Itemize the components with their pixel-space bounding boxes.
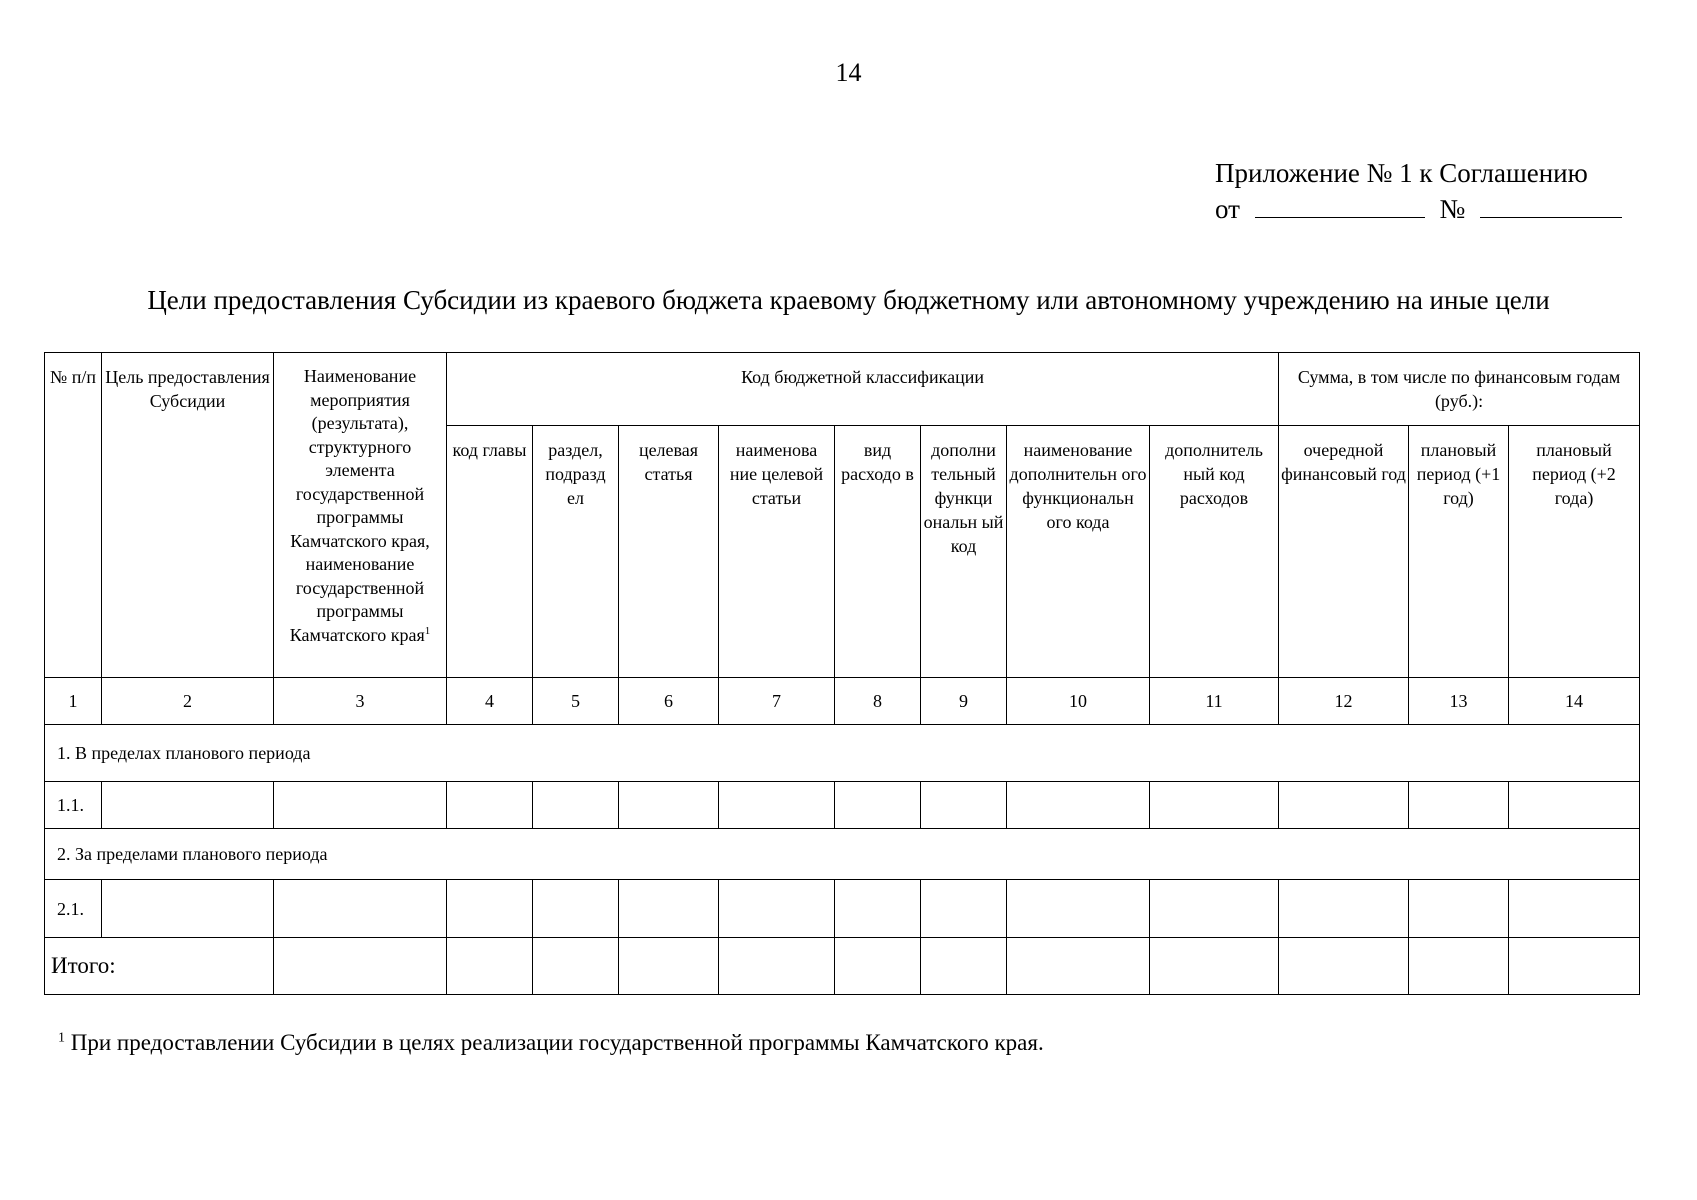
table-cell[interactable] bbox=[533, 782, 619, 829]
total-label: Итого: bbox=[45, 938, 274, 995]
header-col-12: очередной финансовый год bbox=[1279, 426, 1409, 678]
colnum-3: 3 bbox=[274, 678, 447, 725]
page-number: 14 bbox=[835, 58, 862, 87]
colnum-7: 7 bbox=[719, 678, 835, 725]
date-blank bbox=[1255, 195, 1425, 218]
table-cell[interactable] bbox=[1150, 938, 1279, 995]
header-col-14: плановый период (+2 года) bbox=[1509, 426, 1640, 678]
appendix-title: Приложение № 1 к Соглашению bbox=[1215, 158, 1588, 188]
header-col-4: код главы bbox=[447, 426, 533, 678]
colnum-1: 1 bbox=[45, 678, 102, 725]
column-numbers-row bbox=[45, 678, 1640, 725]
table-cell[interactable] bbox=[921, 938, 1007, 995]
total-row bbox=[45, 938, 1640, 995]
table-cell[interactable] bbox=[533, 880, 619, 938]
table-cell[interactable] bbox=[274, 938, 447, 995]
colnum-13: 13 bbox=[1409, 678, 1509, 725]
number-blank bbox=[1480, 195, 1622, 218]
subsidy-goals-table bbox=[44, 352, 1640, 995]
colnum-11: 11 bbox=[1150, 678, 1279, 725]
section-row-2 bbox=[45, 829, 1640, 880]
header-budget-code-group: Код бюджетной классификации bbox=[447, 353, 1279, 426]
table-cell[interactable] bbox=[921, 782, 1007, 829]
section-row-1 bbox=[45, 725, 1640, 782]
colnum-10: 10 bbox=[1007, 678, 1150, 725]
table-cell[interactable] bbox=[835, 938, 921, 995]
colnum-4: 4 bbox=[447, 678, 533, 725]
header-col-11: дополнитель ный код расходов bbox=[1150, 426, 1279, 678]
header-num: № п/п bbox=[45, 353, 102, 678]
table-cell[interactable] bbox=[1409, 938, 1509, 995]
table-cell[interactable] bbox=[619, 938, 719, 995]
number-label: № bbox=[1439, 194, 1466, 224]
row-number-1-1: 1.1. bbox=[45, 782, 102, 829]
table-cell[interactable] bbox=[619, 782, 719, 829]
table-cell[interactable] bbox=[1409, 880, 1509, 938]
colnum-12: 12 bbox=[1279, 678, 1409, 725]
colnum-14: 14 bbox=[1509, 678, 1640, 725]
table-cell[interactable] bbox=[447, 938, 533, 995]
table-cell[interactable] bbox=[274, 782, 447, 829]
section-label-1: 1. В пределах планового периода bbox=[45, 725, 1640, 782]
table-cell[interactable] bbox=[1007, 782, 1150, 829]
header-col-7: наименова ние целевой статьи bbox=[719, 426, 835, 678]
table-cell[interactable] bbox=[1007, 880, 1150, 938]
table-cell[interactable] bbox=[719, 782, 835, 829]
table-cell[interactable] bbox=[719, 938, 835, 995]
table-cell[interactable] bbox=[447, 782, 533, 829]
table-cell[interactable] bbox=[835, 782, 921, 829]
table-cell[interactable] bbox=[619, 880, 719, 938]
appendix-date-number-line bbox=[1215, 191, 1622, 227]
header-goal: Цель предоставления Субсидии bbox=[102, 353, 274, 678]
header-event-text: Наименование мероприятия (результата), структурного элемента государственной программы Камчатского края, наименование государственной программы Камчатского края bbox=[289, 366, 430, 645]
header-col-8: вид расходо в bbox=[835, 426, 921, 678]
header-col-6: целевая статья bbox=[619, 426, 719, 678]
table-cell[interactable] bbox=[1509, 782, 1640, 829]
table-cell[interactable] bbox=[1409, 782, 1509, 829]
table-cell[interactable] bbox=[1279, 938, 1409, 995]
table-cell[interactable] bbox=[533, 938, 619, 995]
header-row-1 bbox=[45, 353, 1640, 426]
appendix-block bbox=[1215, 155, 1622, 227]
table-cell[interactable] bbox=[1279, 880, 1409, 938]
row-number-2-1: 2.1. bbox=[45, 880, 102, 938]
section-label-2: 2. За пределами планового периода bbox=[45, 829, 1640, 880]
header-event bbox=[274, 353, 447, 678]
footnote-text: При предоставлении Субсидии в целях реализации государственной программы Камчатского края. bbox=[70, 1030, 1044, 1055]
colnum-6: 6 bbox=[619, 678, 719, 725]
table-cell[interactable] bbox=[1007, 938, 1150, 995]
table-cell[interactable] bbox=[835, 880, 921, 938]
table-cell[interactable] bbox=[719, 880, 835, 938]
colnum-9: 9 bbox=[921, 678, 1007, 725]
table-row bbox=[45, 782, 1640, 829]
header-col-9: дополни тельный функци ональн ый код bbox=[921, 426, 1007, 678]
header-col-10: наименование дополнительн ого функциональн ого кода bbox=[1007, 426, 1150, 678]
colnum-5: 5 bbox=[533, 678, 619, 725]
table-cell[interactable] bbox=[1279, 782, 1409, 829]
table-cell[interactable] bbox=[102, 782, 274, 829]
header-col-5: раздел, подразд ел bbox=[533, 426, 619, 678]
table-cell[interactable] bbox=[1150, 782, 1279, 829]
footnote-ref-mark: 1 bbox=[424, 624, 431, 637]
header-col-13: плановый период (+1 год) bbox=[1409, 426, 1509, 678]
table-cell[interactable] bbox=[102, 880, 274, 938]
table-cell[interactable] bbox=[1150, 880, 1279, 938]
from-label: от bbox=[1215, 194, 1240, 224]
table-row bbox=[45, 880, 1640, 938]
header-sum-group: Сумма, в том числе по финансовым годам (руб.): bbox=[1279, 353, 1640, 426]
footnote bbox=[58, 1030, 1044, 1056]
table-cell[interactable] bbox=[447, 880, 533, 938]
colnum-2: 2 bbox=[102, 678, 274, 725]
colnum-8: 8 bbox=[835, 678, 921, 725]
footnote-mark: 1 bbox=[58, 1030, 65, 1046]
table-cell[interactable] bbox=[1509, 938, 1640, 995]
table-cell[interactable] bbox=[921, 880, 1007, 938]
document-title: Цели предоставления Субсидии из краевого бюджета краевому бюджетному или автономному учреждению на иные цели bbox=[147, 285, 1550, 315]
table-cell[interactable] bbox=[274, 880, 447, 938]
table-cell[interactable] bbox=[1509, 880, 1640, 938]
